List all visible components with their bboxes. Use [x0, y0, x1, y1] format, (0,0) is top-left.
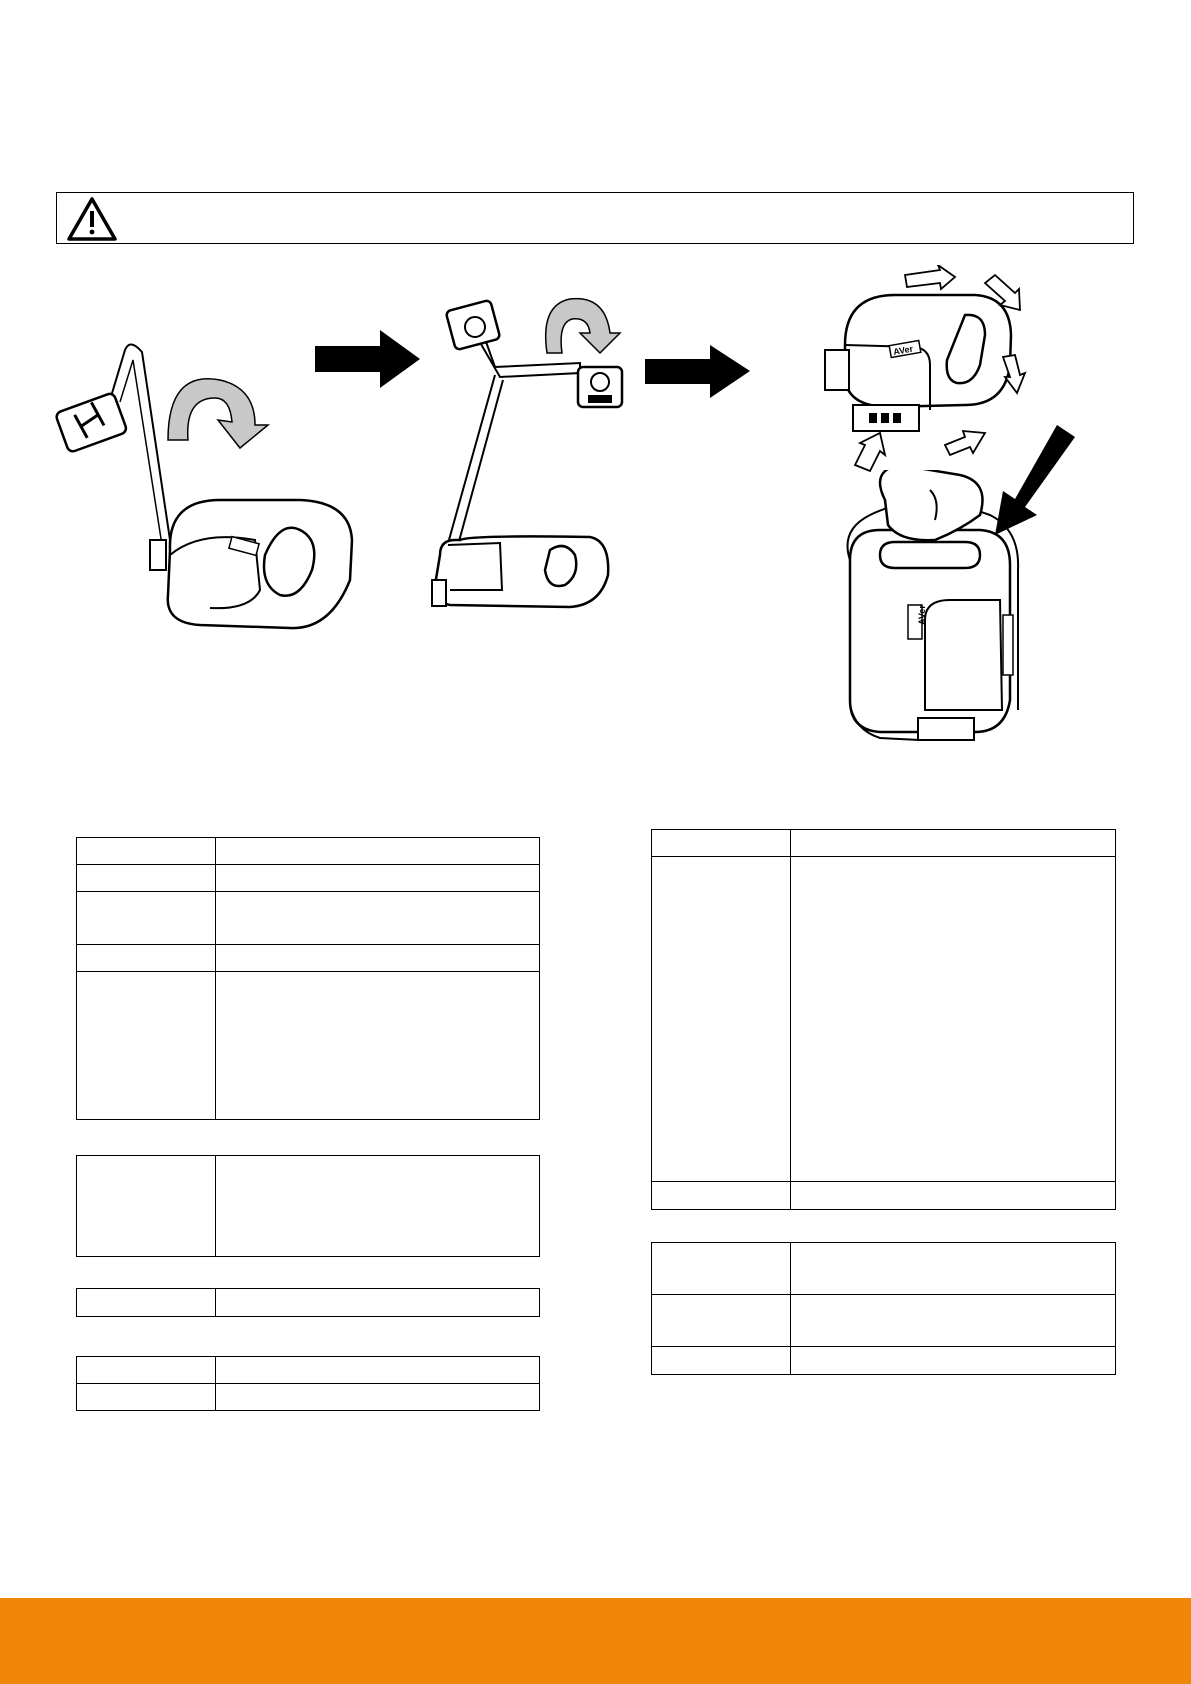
table-row — [77, 1289, 540, 1317]
table-row — [652, 857, 1116, 1182]
table-cell — [791, 857, 1116, 1182]
table-row — [77, 945, 540, 972]
svg-text:AVer: AVer — [892, 343, 914, 357]
table-cell — [77, 838, 216, 865]
warning-triangle-icon — [66, 196, 118, 242]
table-row — [77, 1357, 540, 1384]
table-row — [652, 1243, 1116, 1295]
spec-table-left-1 — [76, 837, 540, 1120]
table-cell — [216, 1156, 540, 1257]
camera-head-rotated — [578, 367, 622, 407]
table-cell — [791, 1243, 1116, 1295]
table-row — [652, 1347, 1116, 1375]
table-cell — [216, 972, 540, 1120]
footer-bar — [0, 1598, 1191, 1684]
camera-base — [150, 500, 352, 628]
table-cell — [652, 857, 791, 1182]
table-cell — [652, 1295, 791, 1347]
table-row — [77, 865, 540, 892]
table-row — [77, 972, 540, 1120]
table-cell — [216, 838, 540, 865]
table-cell — [77, 1289, 216, 1317]
table-cell — [216, 865, 540, 892]
table-cell — [791, 1295, 1116, 1347]
spec-table-right-1 — [651, 829, 1116, 1210]
table-cell — [791, 1182, 1116, 1210]
right-arrow-icon — [315, 330, 420, 388]
table-cell — [77, 865, 216, 892]
table-row — [652, 1182, 1116, 1210]
table-cell — [216, 945, 540, 972]
camera-head — [55, 392, 128, 453]
table-cell — [77, 1357, 216, 1384]
table-row — [652, 1295, 1116, 1347]
spec-table-right-2 — [651, 1242, 1116, 1375]
camera-head — [446, 300, 501, 351]
svg-text:AVer: AVer — [917, 605, 927, 625]
spec-table-left-4 — [76, 1356, 540, 1411]
right-arrow-icon — [645, 345, 750, 398]
rotate-arrow-icon — [168, 379, 268, 448]
rotate-arrow-icon — [546, 299, 620, 353]
table-cell — [791, 1347, 1116, 1375]
table-cell — [77, 892, 216, 945]
table-cell — [77, 972, 216, 1120]
table-cell — [216, 1384, 540, 1411]
table-row — [77, 838, 540, 865]
table-cell — [216, 892, 540, 945]
table-cell — [652, 1243, 791, 1295]
table-cell — [652, 1347, 791, 1375]
table-cell — [216, 1289, 540, 1317]
table-cell — [77, 1156, 216, 1257]
warning-box — [56, 192, 1134, 244]
table-row — [652, 830, 1116, 857]
table-cell — [216, 1357, 540, 1384]
spec-table-left-2 — [76, 1155, 540, 1257]
table-cell — [77, 945, 216, 972]
table-row — [77, 892, 540, 945]
step-3-carry-illustration — [840, 470, 1020, 750]
table-cell — [652, 830, 791, 857]
table-cell — [77, 1384, 216, 1411]
table-row — [77, 1156, 540, 1257]
table-cell — [791, 830, 1116, 857]
step-2-illustration — [430, 285, 650, 645]
table-cell — [652, 1182, 791, 1210]
table-row — [77, 1384, 540, 1411]
spec-table-left-3 — [76, 1288, 540, 1317]
camera-base — [432, 536, 608, 607]
